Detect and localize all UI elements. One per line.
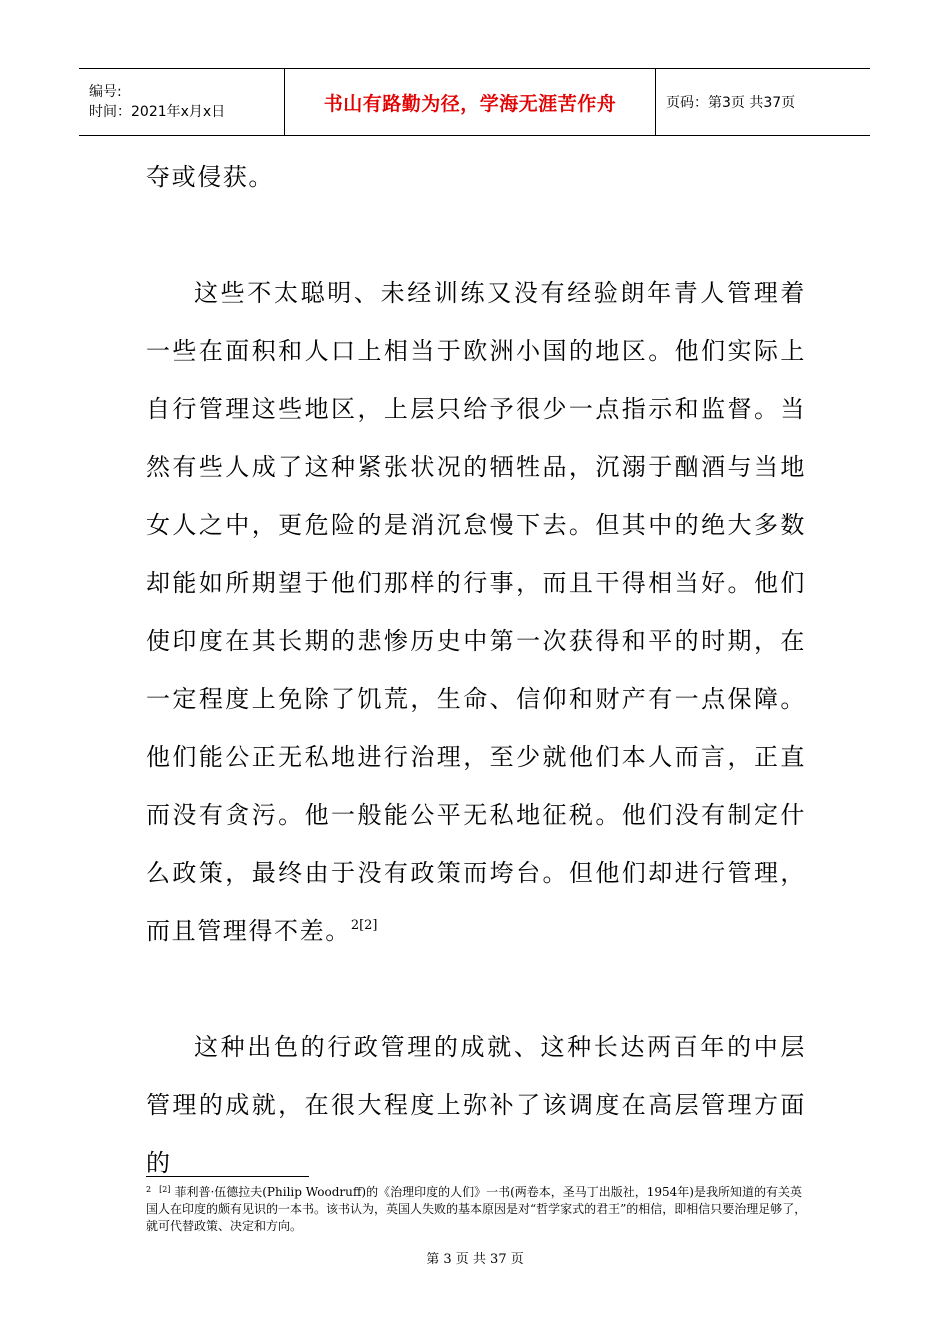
paragraph-text: 这些不太聪明、未经训练又没有经验朗年青人管理着一些在面积和人口上相当于欧洲小国的地区。他们实际上自行管理这些地区，上层只给予很少一点指示和监督。当然有些人成了这种紧张状况的牺牲品，沉溺于酗酒与当地女人之中，更危险的是消沉怠慢下去。但其中的绝大多数却能如所期望于他们那样的行事，而且干得相当好。他们使印度在其长期的悲惨历史中第一次获得和平的时期，在一定程度上免除了饥荒，生命、信仰和财产有一点保障。他们能公正无私地进行治理，至少就他们本人而言，正直而没有贪污。他一般能公平无私地征税。他们没有制定什么政策，最终由于没有政策而垮台。但他们却进行管理，而且管理得不差。 <box>146 279 806 945</box>
document-body <box>146 148 806 1192</box>
footnote <box>146 1181 808 1235</box>
paragraph <box>146 264 806 960</box>
page-footer: 第 3 页 共 37 页 <box>426 1252 524 1267</box>
header-motto: 书山有路勤为径，学海无涯苦作舟 <box>284 69 656 135</box>
footnote-text: 菲利普·伍德拉夫(Philip Woodruff)的《治理印度的人们》一书(两卷本，圣马丁出版社，1954年)是我所知道的有关英国人在印度的颇有见识的一本书。该书认为，英国人失败的基本原因是对“哲学家式的君王”的相信，即相信只要治理足够了，就可代替政策、决定和方向。 <box>146 1185 807 1233</box>
paragraph-gap <box>146 206 806 264</box>
header-table <box>79 68 870 136</box>
paragraph-continuation: 夺或侵获。 <box>146 163 274 191</box>
document-time-label: 时间：2021年x月x日 <box>89 104 226 120</box>
footnote-number: 2 <box>146 1185 152 1194</box>
paragraph: 这种出色的行政管理的成就、这种长达两百年的中层管理的成就，在很大程度上弥补了该调度在高层管理方面的 <box>146 1033 806 1177</box>
footnote-mark: [2] <box>159 1185 171 1194</box>
paragraph-gap <box>146 960 806 1018</box>
header-meta-cell <box>79 69 284 135</box>
header-page-info: 页码：第3页 共37页 <box>666 95 796 111</box>
footnote-separator <box>146 1176 309 1177</box>
footnote-reference[interactable]: 2[2] <box>350 918 378 933</box>
document-number-label: 编号: <box>89 84 122 100</box>
